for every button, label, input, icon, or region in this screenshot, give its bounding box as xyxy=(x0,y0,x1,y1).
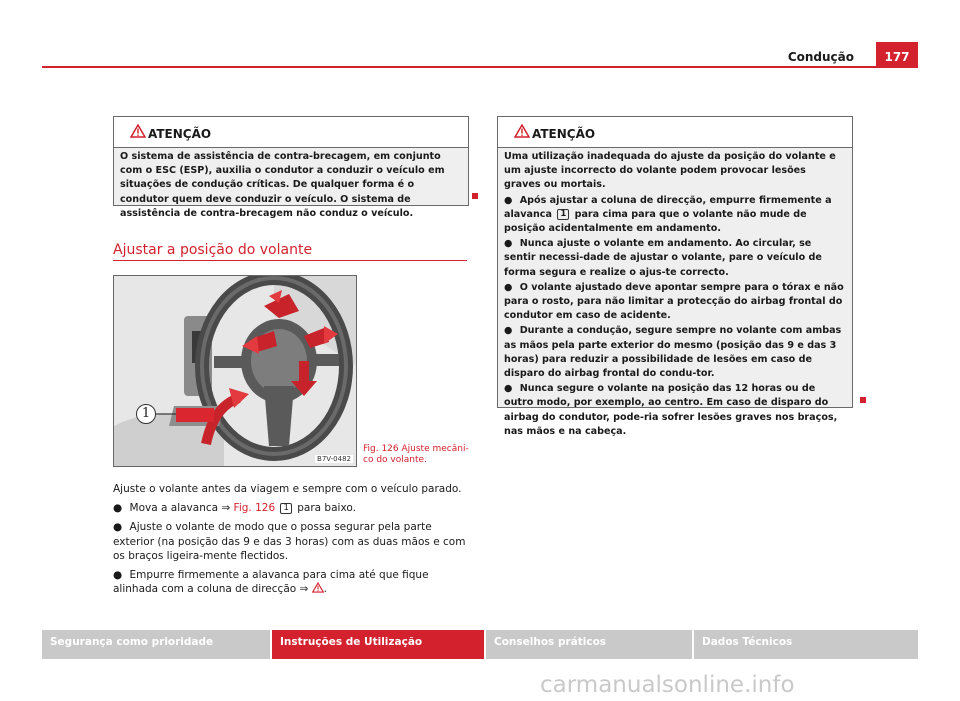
bullet-icon: ● xyxy=(113,521,123,534)
step-item xyxy=(113,568,469,596)
tab-label: Conselhos práticos xyxy=(494,636,607,648)
warning-body xyxy=(504,150,844,440)
warning-triangle-icon xyxy=(130,124,146,138)
warning-title: ATENÇÃO xyxy=(532,127,596,141)
warning-bullet-after: para cima para que o volante não mude de posição acidentalmente em andamento. xyxy=(504,208,807,235)
steering-wheel-figure xyxy=(113,275,357,467)
running-header-title: Condução xyxy=(787,50,854,64)
tab-instrucoes[interactable] xyxy=(272,630,484,659)
end-of-warning-mark xyxy=(472,193,478,199)
step-text: Empurre firmemente a alavanca para cima até que fique alinhada com a coluna de direcção ⇒ xyxy=(113,569,429,596)
bullet-icon: ● xyxy=(113,502,123,515)
footer-nav xyxy=(42,630,918,659)
bullet-icon: ● xyxy=(504,383,513,395)
warning-bullet xyxy=(504,194,844,237)
tab-seguranca[interactable] xyxy=(42,630,270,659)
bullet-icon: ● xyxy=(113,569,123,582)
section-intro: Ajuste o volante antes da viagem e sempre com o veículo parado. xyxy=(113,483,462,495)
step-item xyxy=(113,501,469,515)
warning-box-braking xyxy=(113,116,469,219)
warning-bullet xyxy=(504,281,844,324)
figure-callout-1 xyxy=(136,404,156,424)
tab-label: Segurança como prioridade xyxy=(50,636,214,648)
step-text-before: Mova a alavanca ⇒ xyxy=(129,502,231,515)
figure-caption-line1: Fig. 126 Ajuste mecâni- xyxy=(363,444,469,454)
warning-reference-icon[interactable] xyxy=(312,582,324,593)
tab-dados-tecnicos[interactable] xyxy=(694,630,918,659)
warning-bullet-text: Durante a condução, segure sempre no volante com ambas as mãos pela parte exterior do mesmo (posição das 9 e das 3 horas) para reduzir a possibilidade de lesões em caso de disparo do airbag frontal do condu-tor. xyxy=(504,325,842,380)
warning-bullet-text: Nunca ajuste o volante em andamento. Ao circular, se sentir necessi-dade de ajustar o volante, pare o veículo de forma segura e realize o ajus-te correcto. xyxy=(504,238,822,278)
step-text-after: para baixo. xyxy=(297,502,356,515)
callout-ref: 1 xyxy=(280,503,291,514)
warning-bullet xyxy=(504,382,844,439)
callout-ref: 1 xyxy=(557,209,569,220)
warning-bullet-text: Nunca segure o volante na posição das 12 horas ou de outro modo, por exemplo, ao centro. Em caso de disparo do airbag do condutor, pode-ria sofrer lesões graves nos braços, nas mãos e na cabeça. xyxy=(504,383,838,437)
warning-header xyxy=(114,117,468,148)
warning-intro: Uma utilização inadequada do ajuste da posição do volante e um ajuste incorrecto do volante podem provocar lesões graves ou mortais. xyxy=(504,151,836,191)
warning-bullet-before: Após ajustar a coluna de direcção, empurre firmemente a alavanca xyxy=(504,194,832,220)
end-of-warning-mark xyxy=(860,397,866,403)
section-body xyxy=(113,482,469,601)
warning-bullet xyxy=(504,324,844,381)
section-title: Ajustar a posição do volante xyxy=(113,242,313,258)
warning-bullet xyxy=(504,237,844,280)
step-text: Ajuste o volante de modo que o possa segurar pela parte exterior (na posição das 9 e das 3 horas) com as duas mãos e com os braços ligeira-mente flectidos. xyxy=(113,521,466,562)
bullet-icon: ● xyxy=(504,194,513,206)
tab-label: Instruções de Utilização xyxy=(280,636,423,648)
tab-conselhos[interactable] xyxy=(486,630,692,659)
warning-box-steering xyxy=(497,116,853,437)
bullet-icon: ● xyxy=(504,238,513,250)
steering-wheel-illustration xyxy=(114,276,356,466)
warning-text: O sistema de assistência de contra-brecagem, em conjunto com o ESC (ESP), auxilia o condutor a conduzir o veículo em situações de condução críticas. De qualquer forma é o condutor quem deve conduzir o veículo. O sistema de assistência de contra-brecagem não conduz o veículo. xyxy=(120,151,445,219)
figure-reference-link[interactable]: Fig. 126 xyxy=(233,502,276,515)
bullet-icon: ● xyxy=(504,281,513,293)
warning-triangle-icon xyxy=(514,124,530,138)
warning-body xyxy=(120,150,460,222)
warning-bullet-text: O volante ajustado deve apontar sempre para o tórax e não para o rosto, para não limitar a protecção do airbag frontal do condutor em caso de acidente. xyxy=(504,281,844,322)
step-item xyxy=(113,520,469,563)
step-suffix: . xyxy=(323,583,327,596)
header-rule xyxy=(42,66,918,68)
callout-number: 1 xyxy=(141,406,151,421)
figure-code: B7V-0482 xyxy=(317,455,351,463)
warning-title: ATENÇÃO xyxy=(148,127,212,141)
watermark-text: carmanualsonline.info xyxy=(540,672,795,698)
bullet-icon: ● xyxy=(504,325,513,337)
section-rule xyxy=(113,260,467,261)
warning-header xyxy=(498,117,852,148)
figure-caption xyxy=(363,444,469,466)
tab-label: Dados Técnicos xyxy=(702,636,793,648)
figure-caption-line2: co do volante. xyxy=(363,455,427,465)
page-number: 177 xyxy=(876,42,918,68)
